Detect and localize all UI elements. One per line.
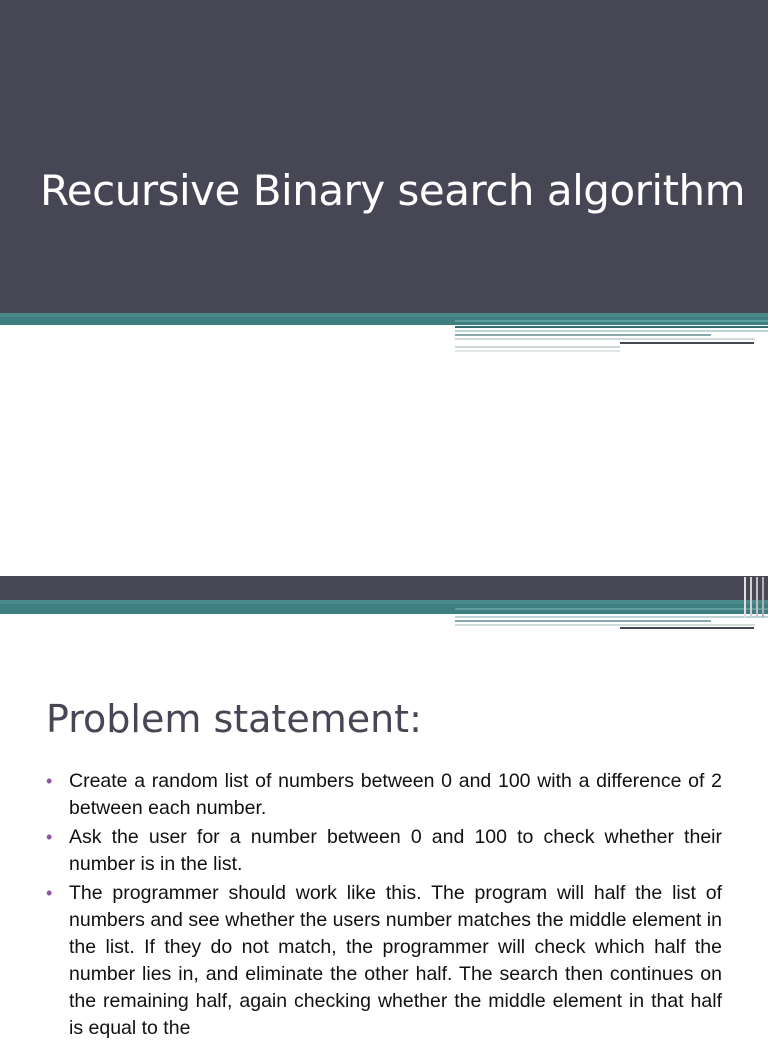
section-heading: Problem statement: xyxy=(46,697,422,741)
content-slide-header xyxy=(0,576,768,602)
bullet-dot-icon: • xyxy=(46,883,53,903)
bullet-text: Ask the user for a number between 0 and 100 to check whether their number is in the list. xyxy=(69,826,722,875)
bullet-dot-icon: • xyxy=(46,827,53,847)
bullet-item xyxy=(46,880,722,1042)
bullet-item xyxy=(46,824,722,878)
bullet-dot-icon: • xyxy=(46,771,53,791)
bullet-list xyxy=(46,768,722,1044)
slide-title: Recursive Binary search algorithm xyxy=(40,166,746,215)
bullet-text: Create a random list of numbers between 0 and 100 with a difference of 2 between each number. xyxy=(69,770,722,819)
bullet-item xyxy=(46,768,722,822)
bullet-text: The programmer should work like this. The program will half the list of numbers and see whether the users number matches the middle element in the list. If they do not match, the programmer will check which half the number lies in, and eliminate the other half. The search then continues on the remaining half, again checking whether the middle element in that half is equal to the xyxy=(69,882,722,1039)
title-slide-header xyxy=(0,0,768,313)
